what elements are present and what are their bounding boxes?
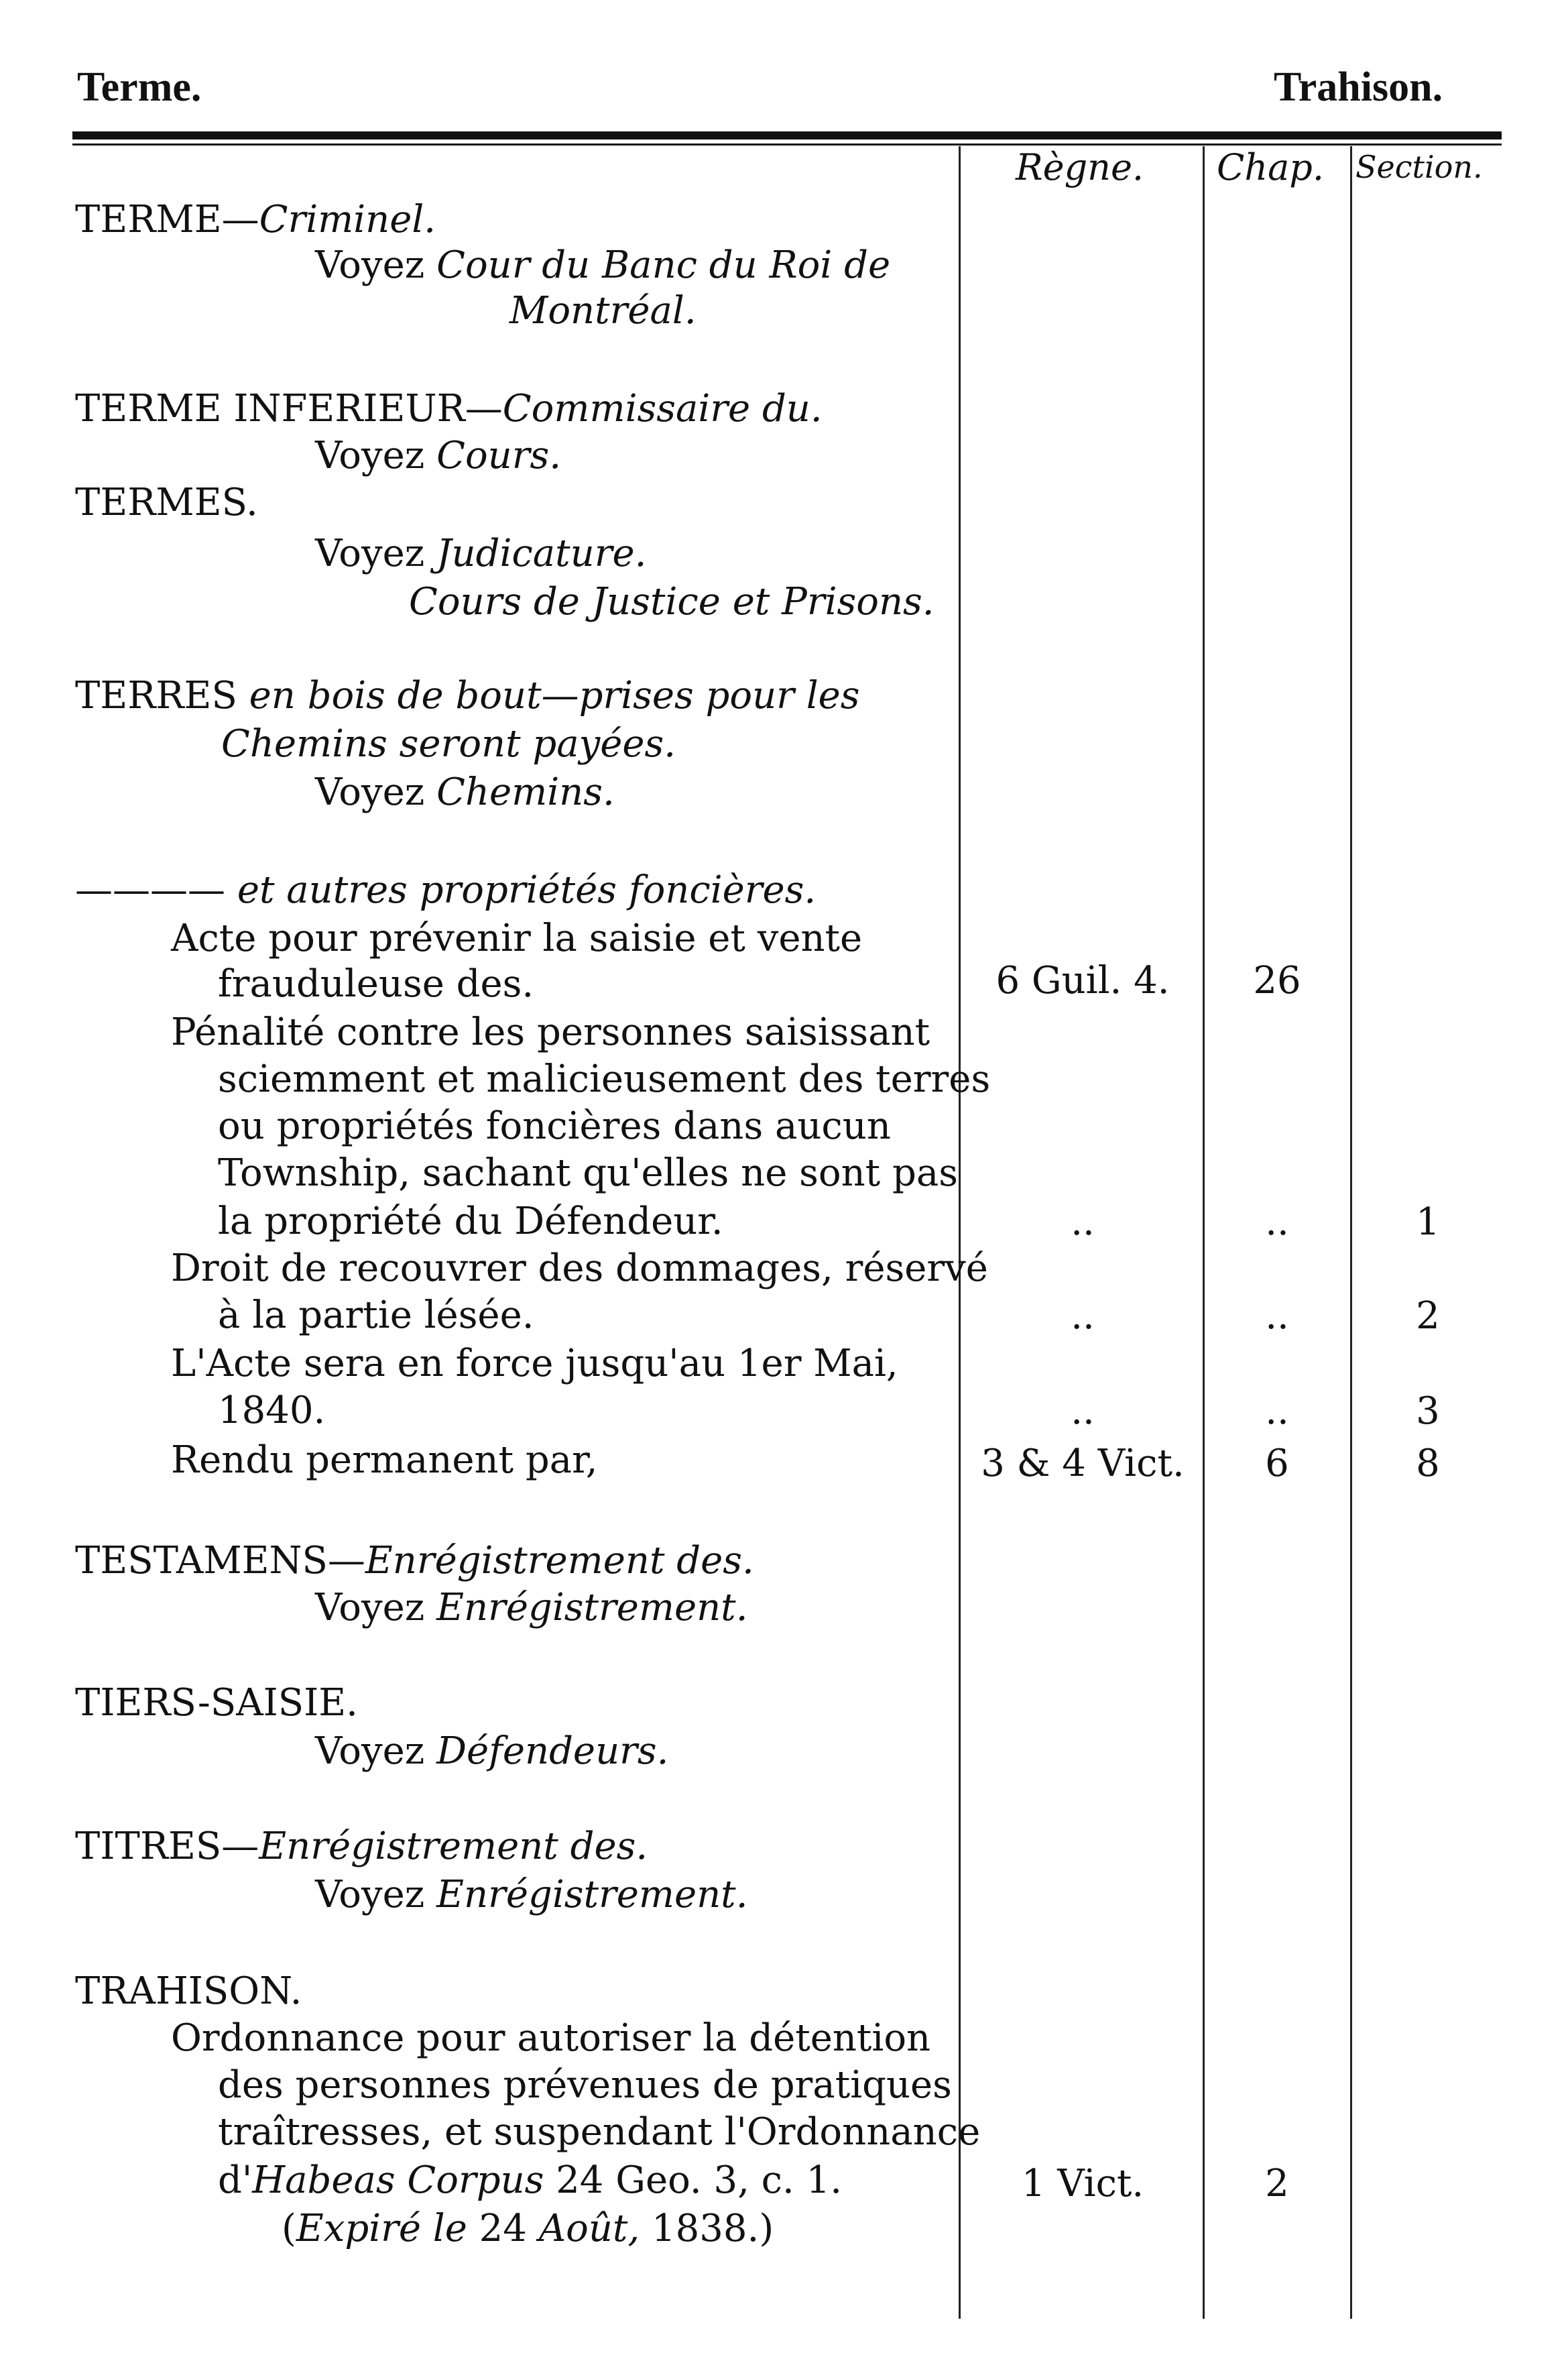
- running-head-right: Trahison.: [1274, 64, 1443, 110]
- see-reference: Voyez Enrégistrement.: [315, 1586, 748, 1629]
- penalite-line: sciemment et malicieusement des terres: [218, 1057, 991, 1101]
- chap-value: ..: [1265, 1200, 1289, 1244]
- entry-terres-cont: Chemins seront payées.: [221, 722, 676, 766]
- acte-line: Acte pour prévenir la saisie et vente: [171, 917, 863, 960]
- penalite-line: Township, sachant qu'elles ne sont pas: [218, 1151, 958, 1195]
- column-head-section: Section.: [1355, 149, 1483, 185]
- chap-value: ..: [1265, 1294, 1289, 1338]
- entry-termes: TERMES.: [75, 481, 258, 524]
- regne-value: 3 & 4 Vict.: [981, 1442, 1185, 1485]
- entry-terres-autres: ———— et autres propriétés foncières.: [75, 868, 817, 912]
- acte-line: frauduleuse des.: [218, 962, 534, 1006]
- entry-terme-inferieur: TERME INFERIEUR—Commissaire du.: [75, 387, 823, 430]
- chap-value: 6: [1265, 1442, 1289, 1485]
- see-reference-cont: Montréal.: [509, 289, 697, 333]
- see-reference: Voyez Cour du Banc du Roi de: [315, 243, 891, 287]
- running-head-left: Terme.: [77, 64, 202, 110]
- trahison-line: des personnes prévenues de pratiques: [218, 2063, 952, 2107]
- section-value: 1: [1416, 1200, 1440, 1244]
- regne-value: 6 Guil. 4.: [996, 959, 1170, 1002]
- chap-value: 2: [1265, 2162, 1289, 2205]
- trahison-line: Ordonnance pour autoriser la détention: [171, 2016, 931, 2060]
- see-reference: Voyez Défendeurs.: [315, 1729, 669, 1773]
- regne-value: 1 Vict.: [1021, 2162, 1144, 2205]
- rendu-line: Rendu permanent par,: [171, 1438, 598, 1482]
- column-divider-regne: [959, 146, 961, 2319]
- chap-value: ..: [1265, 1389, 1289, 1433]
- section-value: 3: [1416, 1389, 1440, 1433]
- section-value: 8: [1416, 1442, 1440, 1485]
- chap-value: 26: [1253, 959, 1301, 1002]
- droit-line: à la partie lésée.: [218, 1293, 534, 1337]
- regne-value: ..: [1071, 1294, 1095, 1338]
- column-divider-section: [1350, 146, 1352, 2319]
- see-reference: Voyez Chemins.: [315, 770, 615, 814]
- trahison-line: d'Habeas Corpus 24 Geo. 3, c. 1.: [218, 2158, 843, 2202]
- section-value: 2: [1416, 1294, 1440, 1338]
- regne-value: ..: [1071, 1389, 1095, 1433]
- column-head-chap: Chap.: [1217, 146, 1325, 188]
- penalite-line: ou propriétés foncières dans aucun: [218, 1104, 891, 1148]
- entry-tiers-saisie: TIERS-SAISIE.: [75, 1681, 358, 1725]
- column-head-regne: Règne.: [1016, 146, 1144, 188]
- see-reference-cont: Cours de Justice et Prisons.: [409, 580, 934, 624]
- see-reference: Voyez Enrégistrement.: [315, 1873, 748, 1916]
- force-line: L'Acte sera en force jusqu'au 1er Mai,: [171, 1342, 898, 1385]
- entry-terres: TERRES en bois de bout—prises pour les: [75, 674, 860, 717]
- regne-value: ..: [1071, 1200, 1095, 1244]
- trahison-line: (Expiré le 24 Août, 1838.): [282, 2207, 774, 2250]
- entry-testamens: TESTAMENS—Enrégistrement des.: [75, 1539, 754, 1582]
- trahison-line: traîtresses, et suspendant l'Ordonnance: [218, 2110, 981, 2154]
- penalite-line: Pénalité contre les personnes saisissant: [171, 1011, 930, 1054]
- header-rule: [72, 131, 1502, 139]
- force-line: 1840.: [218, 1389, 326, 1432]
- droit-line: Droit de recouvrer des dommages, réservé: [171, 1247, 988, 1290]
- entry-terme-criminel: TERME—Criminel.: [75, 198, 436, 241]
- entry-titres: TITRES—Enrégistrement des.: [75, 1825, 648, 1868]
- penalite-line: la propriété du Défendeur.: [218, 1200, 723, 1243]
- see-reference: Voyez Judicature.: [315, 532, 647, 575]
- header-rule-thin: [72, 143, 1502, 146]
- column-divider-chap: [1203, 146, 1205, 2319]
- entry-trahison: TRAHISON.: [75, 1969, 302, 2013]
- see-reference: Voyez Cours.: [315, 434, 562, 477]
